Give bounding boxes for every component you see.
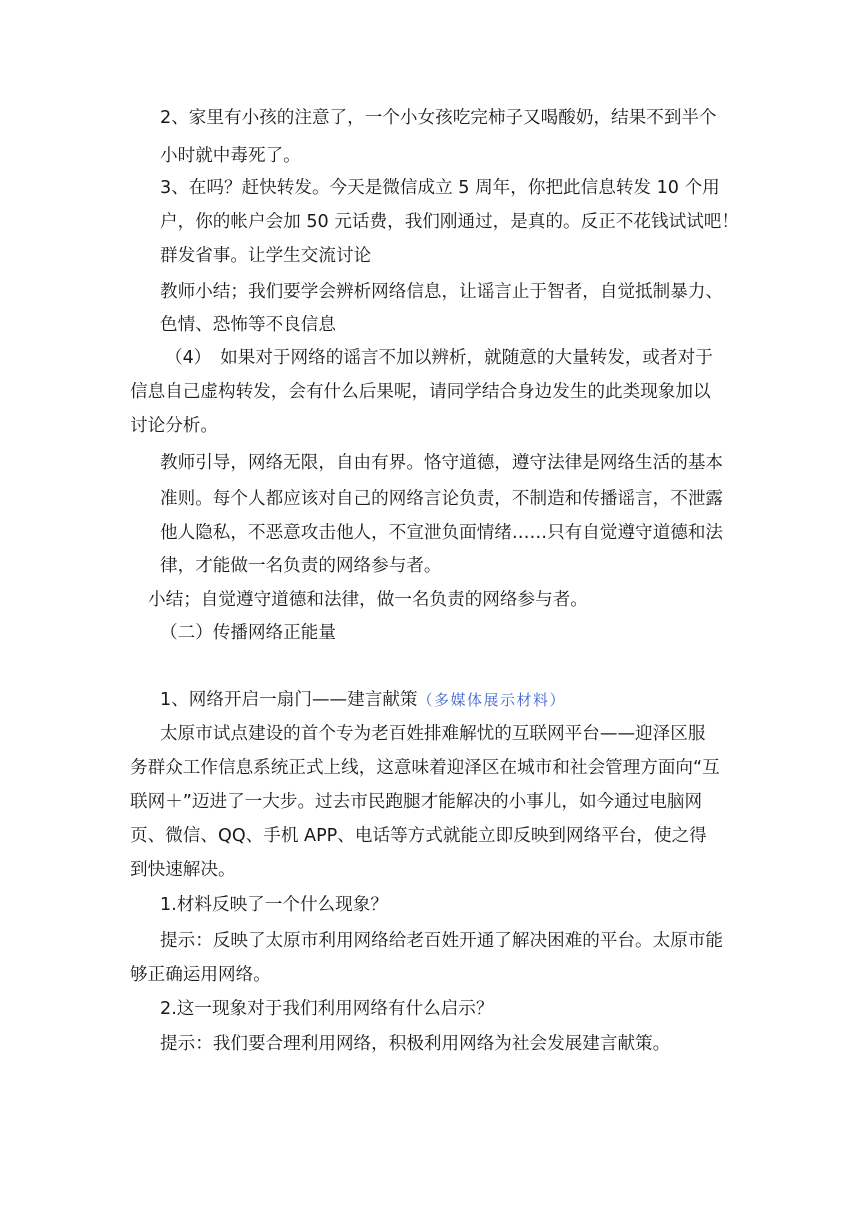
text-line: 联网＋”迈进了一大步。过去市民跑腿才能解决的小事儿，如今通过电脑网	[130, 792, 703, 812]
text-line: 务群众工作信息系统正式上线，这意味着迎泽区在城市和社会管理方面向“互	[130, 758, 720, 778]
text-line: 群发省事。让学生交流讨论	[160, 246, 372, 266]
text-line: 教师引导，网络无限，自由有界。恪守道德，遵守法律是网络生活的基本	[160, 453, 724, 473]
subheading-text: 1、网络开启一扇门——建言献策	[160, 690, 418, 710]
section-heading: （二）传播网络正能量	[160, 623, 336, 643]
text-line: 2、家里有小孩的注意了，一个小女孩吃完柿子又喝酸奶，结果不到半个	[160, 108, 717, 128]
question-2: 2.这一现象对于我们利用网络有什么启示？	[160, 999, 494, 1019]
text-line: 小结；自觉遵守道德和法律，做一名负责的网络参与者。	[148, 590, 588, 610]
text-line: 教师小结；我们要学会辨析网络信息，让谣言止于智者，自觉抵制暴力、	[160, 282, 724, 302]
hint-1: 提示：反映了太原市利用网络给老百姓开通了解决困难的平台。太原市能	[160, 931, 724, 951]
multimedia-note: （多媒体展示材料）	[417, 691, 567, 709]
text-line: 色情、恐怖等不良信息	[160, 315, 336, 335]
hint-2: 提示：我们要合理利用网络，积极利用网络为社会发展建言献策。	[160, 1034, 671, 1054]
text-line: 页、微信、QQ、手机 APP、电话等方式就能立即反映到网络平台，使之得	[130, 826, 707, 846]
text-line: 小时就中毒死了。	[160, 146, 301, 166]
text-line: 律，才能做一名负责的网络参与者。	[160, 556, 442, 576]
text-line: 够正确运用网络。	[130, 965, 271, 985]
text-line: 他人隐私，不恶意攻击他人，不宣泄负面情绪……只有自觉遵守道德和法	[160, 523, 724, 543]
text-line: 信息自己虚构转发，会有什么后果呢，请同学结合身边发生的此类现象加以	[130, 382, 711, 402]
text-line: （4） 如果对于网络的谣言不加以辨析，就随意的大量转发，或者对于	[165, 348, 713, 368]
text-line: 3、在吗？赶快转发。今天是微信成立 5 周年，你把此信息转发 10 个用	[160, 178, 720, 198]
text-line: 到快速解决。	[130, 860, 236, 880]
question-1: 1.材料反映了一个什么现象？	[160, 895, 388, 915]
text-line: 户，你的帐户会加 50 元话费，我们刚通过，是真的。反正不花钱试试吧！	[160, 212, 739, 232]
text-line	[160, 688, 566, 712]
text-line: 准则。每个人都应该对自己的网络言论负责，不制造和传播谣言，不泄露	[160, 489, 724, 509]
text-line: 讨论分析。	[130, 416, 218, 436]
text-line: 太原市试点建设的首个专为老百姓排难解忧的互联网平台——迎泽区服	[160, 724, 706, 744]
